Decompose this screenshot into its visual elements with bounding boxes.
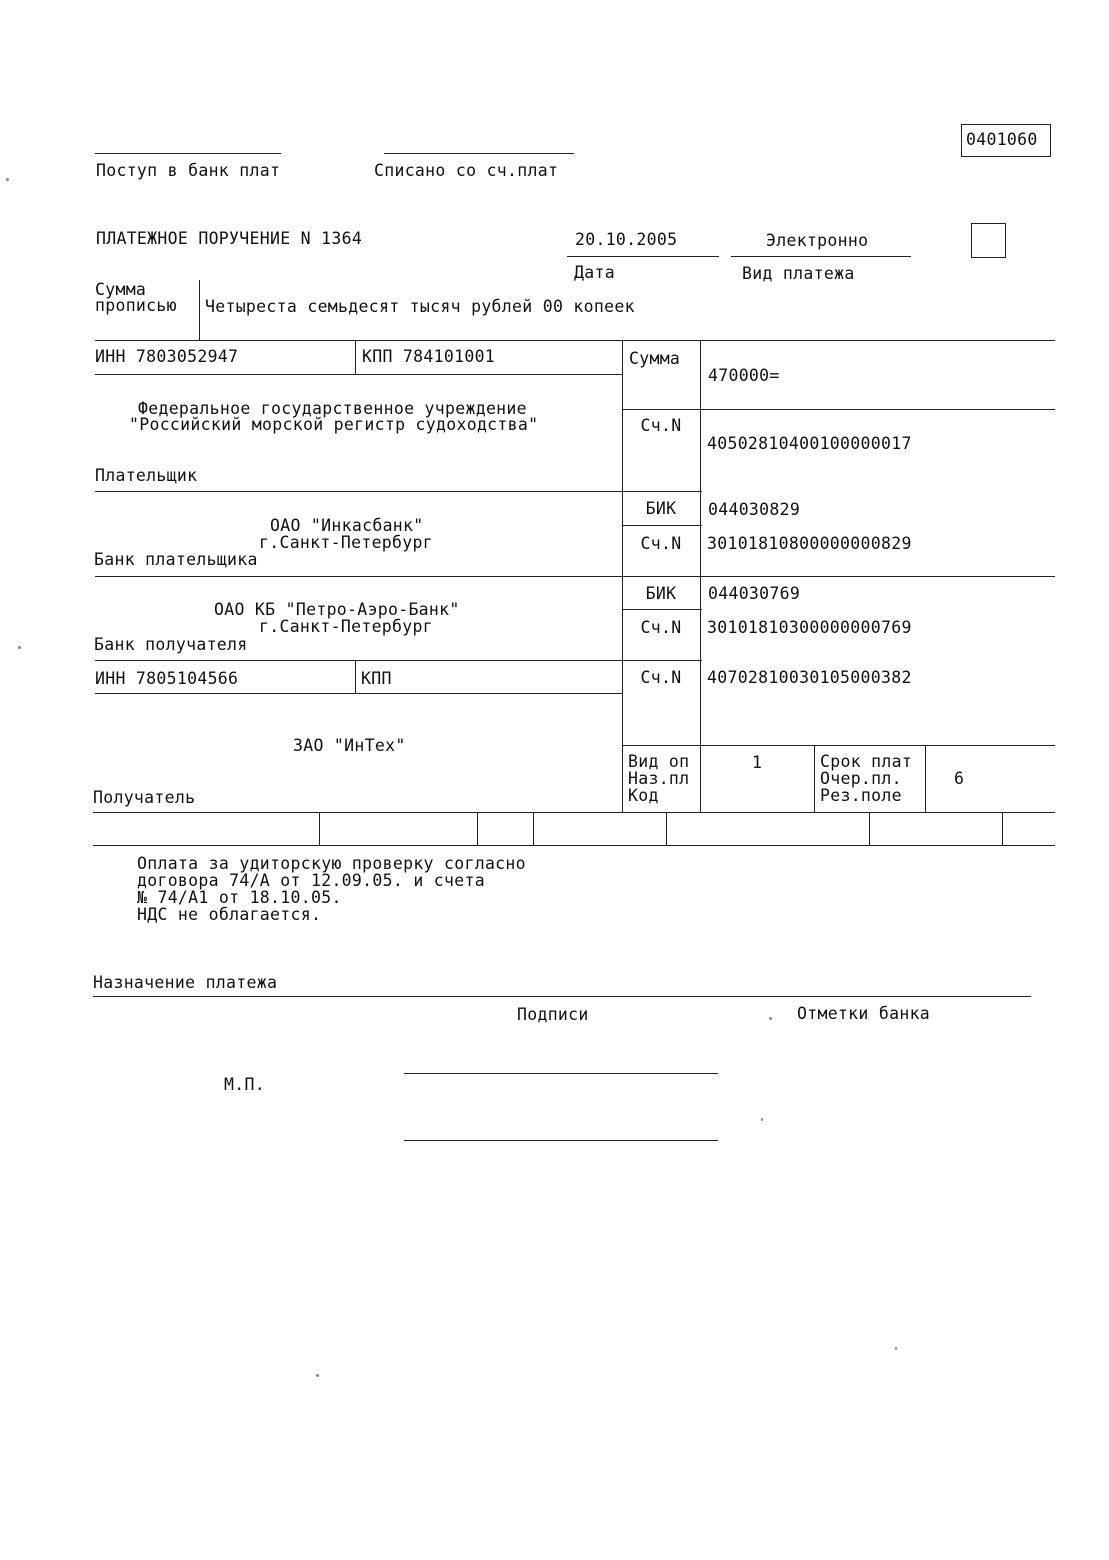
reserve-label: Рез.поле — [820, 786, 902, 805]
signature-line-2 — [404, 1140, 718, 1141]
budget-cell-5 — [869, 812, 870, 845]
payee-inn-line — [95, 693, 622, 694]
budget-cell-4 — [666, 812, 667, 845]
budget-cell-2 — [477, 812, 478, 845]
payment-type-line — [731, 256, 911, 257]
purpose-line — [93, 996, 1031, 997]
scan-speck — [6, 178, 9, 181]
payee-bank-account-label: Сч.N — [640, 618, 682, 637]
budget-row-bottom — [93, 845, 1055, 846]
payer-bank-name-line1: ОАО "Инкасбанк" — [270, 516, 424, 535]
stamp-label: М.П. — [224, 1075, 265, 1094]
amount-words: Четыреста семьдесят тысяч рублей 00 копеек — [205, 297, 635, 316]
sum-label: Сумма — [629, 349, 681, 368]
scan-speck — [761, 1118, 763, 1121]
payee-inn: ИНН 7805104566 — [95, 669, 239, 688]
document-title: ПЛАТЕЖНОЕ ПОРУЧЕНИЕ N 1364 — [96, 229, 363, 248]
budget-cell-6 — [1002, 812, 1003, 845]
payer-name-line1: Федеральное государственное учреждение — [138, 399, 527, 418]
budget-row-top — [93, 812, 1055, 813]
payee-bank-bik-line — [622, 609, 702, 610]
scan-speck — [18, 646, 21, 649]
payee-bank-name-line1: ОАО КБ "Петро-Аэро-Банк" — [214, 600, 460, 619]
purpose-line-4: НДС не облагается. — [137, 905, 322, 924]
payee-bank-line — [95, 660, 702, 661]
payer-account: 40502810400100000017 — [707, 434, 912, 453]
op-type-label: Вид оп — [628, 752, 690, 771]
term-label: Срок плат — [820, 752, 913, 771]
amount-words-label-2: прописью — [95, 296, 177, 315]
payee-account-label: Сч.N — [640, 668, 682, 687]
op-block-top-line — [622, 745, 1055, 746]
debited-label: Списано со сч.плат — [374, 161, 559, 180]
signature-line-1 — [404, 1073, 718, 1074]
budget-cell-3 — [533, 812, 534, 845]
payee-bank-bik-label: БИК — [645, 584, 677, 603]
payee-bank-bik: 044030769 — [708, 584, 801, 603]
date-label: Дата — [574, 263, 615, 282]
payer-label: Плательщик — [95, 466, 198, 485]
op-block-divider-1 — [814, 745, 815, 812]
payer-bank-label: Банк плательщика — [94, 550, 258, 569]
date-line — [567, 256, 719, 257]
received-label: Поступ в банк плат — [96, 161, 281, 180]
payer-kpp: КПП 784101001 — [362, 347, 496, 366]
purpose-line-2: договора 74/А от 12.09.05. и счета — [137, 871, 485, 890]
payee-inn-divider — [355, 660, 356, 694]
payer-bank-account-label: Сч.N — [640, 534, 682, 553]
payer-account-label: Сч.N — [640, 416, 682, 435]
payer-inn: ИНН 7803052947 — [95, 347, 239, 366]
bank-marks-label: Отметки банка — [797, 1004, 931, 1023]
scan-speck — [316, 1374, 319, 1377]
row-line-top — [95, 340, 1055, 341]
payer-inn-line — [95, 374, 622, 375]
received-line — [95, 153, 281, 154]
purpose-line-1: Оплата за удиторскую проверку согласно — [137, 854, 526, 873]
payee-bank-name-line2: г.Санкт-Петербург — [259, 617, 433, 636]
order-value: 6 — [954, 769, 965, 788]
payee-bank-account: 30101810300000000769 — [707, 618, 912, 637]
budget-cell-1 — [319, 812, 320, 845]
op-block-divider-2 — [925, 745, 926, 812]
op-type-value: 1 — [752, 753, 763, 772]
payer-inn-divider — [355, 340, 356, 374]
amount-words-label-1: Сумма — [95, 280, 147, 299]
document-date: 20.10.2005 — [575, 230, 678, 249]
payee-kpp: КПП — [361, 669, 392, 688]
code-label: Код — [628, 786, 659, 805]
payer-bank-bik: 044030829 — [708, 500, 801, 519]
payer-bank-line — [95, 576, 1055, 577]
purpose-label: Назначение платежа — [93, 973, 278, 992]
signatures-label: Подписи — [517, 1005, 589, 1024]
purpose-line-3: № 74/А1 от 18.10.05. — [137, 888, 342, 907]
payer-bank-bik-line — [622, 525, 702, 526]
payee-bank-label: Банк получателя — [94, 635, 248, 654]
payer-bank-name-line2: г.Санкт-Петербург — [259, 533, 433, 552]
sum-line — [622, 409, 1055, 410]
checkbox-square — [971, 223, 1006, 258]
amount-words-divider — [199, 280, 200, 340]
payment-type: Электронно — [766, 231, 869, 250]
purpose-code-label: Наз.пл — [628, 769, 690, 788]
scan-speck — [895, 1347, 897, 1350]
payer-bank-account: 30101810800000000829 — [707, 534, 912, 553]
payer-bank-bik-label: БИК — [645, 499, 677, 518]
form-code: 0401060 — [966, 130, 1038, 149]
payment-type-label: Вид платежа — [742, 264, 855, 283]
scan-speck — [769, 1017, 772, 1020]
payee-name: ЗАО "ИнТех" — [293, 736, 406, 755]
order-label: Очер.пл. — [820, 769, 902, 788]
payer-line — [95, 491, 702, 492]
sum-value: 470000= — [708, 366, 780, 385]
payee-label: Получатель — [93, 788, 196, 807]
payer-name-line2: "Российский морской регистр судоходства" — [129, 415, 539, 434]
debited-line — [384, 153, 574, 154]
payee-account: 40702810030105000382 — [707, 668, 912, 687]
